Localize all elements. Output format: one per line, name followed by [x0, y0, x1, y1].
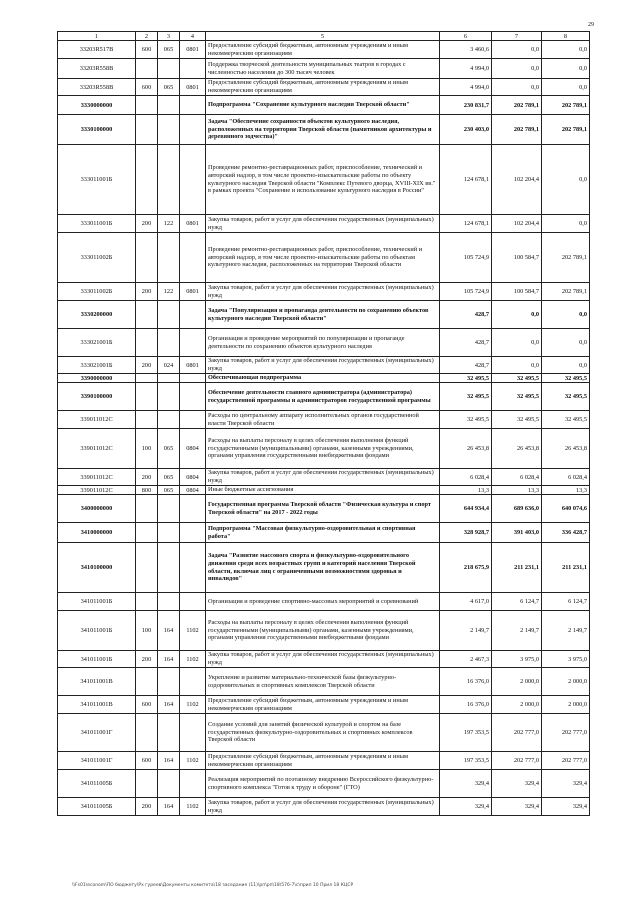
amount-year3-cell: 2 149,7 — [542, 611, 590, 651]
section-code-cell: 1102 — [180, 651, 206, 668]
amount-year2-cell: 2 000,0 — [492, 696, 542, 714]
admin-code-cell: 164 — [158, 696, 180, 714]
amount-year2-cell: 211 231,1 — [492, 543, 542, 593]
amount-year1-cell: 2 149,7 — [440, 611, 492, 651]
description-cell: Обеспечивающая подпрограмма — [206, 374, 440, 383]
amount-year3-cell: 202 789,1 — [542, 115, 590, 145]
table-row — [58, 469, 590, 486]
expense-type-cell: 600 — [136, 696, 158, 714]
section-code-cell — [180, 495, 206, 523]
table-row — [58, 329, 590, 357]
amount-year1-cell: 105 724,9 — [440, 233, 492, 283]
admin-code-cell: 164 — [158, 651, 180, 668]
section-code-cell: 1102 — [180, 611, 206, 651]
amount-year2-cell: 102 204,4 — [492, 145, 542, 215]
table-row — [58, 668, 590, 696]
table-row — [58, 383, 590, 411]
section-code-cell — [180, 374, 206, 383]
amount-year3-cell: 329,4 — [542, 798, 590, 816]
description-cell: Подпрограмма "Сохранение культурного наследия Тверской области" — [206, 96, 440, 115]
expense-type-cell — [136, 714, 158, 752]
section-code-cell: 0804 — [180, 469, 206, 486]
admin-code-cell — [158, 714, 180, 752]
section-code-cell: 0801 — [180, 215, 206, 233]
amount-year3-cell: 32 495,5 — [542, 383, 590, 411]
budget-code-cell: 333011002Б — [58, 233, 136, 283]
amount-year2-cell: 0,0 — [492, 79, 542, 96]
amount-year1-cell: 105 724,9 — [440, 283, 492, 301]
amount-year1-cell: 4 617,0 — [440, 593, 492, 611]
expense-type-cell: 600 — [136, 41, 158, 59]
table-row — [58, 374, 590, 383]
description-cell: Закупка товаров, работ и услуг для обеспечения государственных (муниципальных) нужд — [206, 651, 440, 668]
amount-year2-cell: 2 149,7 — [492, 611, 542, 651]
amount-year1-cell: 218 675,9 — [440, 543, 492, 593]
header-col-8: 8 — [542, 32, 590, 41]
amount-year2-cell: 26 453,8 — [492, 429, 542, 469]
amount-year1-cell: 16 376,0 — [440, 696, 492, 714]
amount-year2-cell: 6 124,7 — [492, 593, 542, 611]
budget-code-cell: 339011012С — [58, 429, 136, 469]
section-code-cell — [180, 301, 206, 329]
section-code-cell: 0801 — [180, 283, 206, 301]
expense-type-cell: 200 — [136, 357, 158, 374]
amount-year1-cell: 329,4 — [440, 798, 492, 816]
expense-type-cell — [136, 668, 158, 696]
table-row — [58, 593, 590, 611]
admin-code-cell: 065 — [158, 469, 180, 486]
amount-year1-cell: 4 994,0 — [440, 59, 492, 79]
table-row — [58, 429, 590, 469]
description-cell: Организация и проведение спортивно-массовых мероприятий и соревнований — [206, 593, 440, 611]
admin-code-cell: 065 — [158, 429, 180, 469]
table-row — [58, 115, 590, 145]
section-code-cell — [180, 115, 206, 145]
section-code-cell: 0804 — [180, 486, 206, 495]
expense-type-cell — [136, 495, 158, 523]
budget-code-cell: 3330000000 — [58, 96, 136, 115]
admin-code-cell: 065 — [158, 79, 180, 96]
budget-code-cell: 341011001В — [58, 696, 136, 714]
section-code-cell: 1102 — [180, 696, 206, 714]
expense-type-cell — [136, 593, 158, 611]
description-cell: Задача "Обеспечение сохранности объектов культурного наследия, расположенных на территории Тверской области (памятников архитектуры и деревянного зодчества)" — [206, 115, 440, 145]
amount-year1-cell: 16 376,0 — [440, 668, 492, 696]
amount-year3-cell: 0,0 — [542, 215, 590, 233]
description-cell: Задача "Популяризация и пропаганда деятельности по сохранению объектов культурного наследия Тверской области" — [206, 301, 440, 329]
admin-code-cell — [158, 301, 180, 329]
description-cell: Государственная программа Тверской области "Физическая культура и спорт Тверской области" на 2017 - 2022 годы — [206, 495, 440, 523]
admin-code-cell — [158, 59, 180, 79]
admin-code-cell: 164 — [158, 798, 180, 816]
description-cell: Расходы по центральному аппарату исполнительных органов государственной власти Тверской области — [206, 411, 440, 429]
admin-code-cell — [158, 523, 180, 543]
description-cell: Предоставление субсидий бюджетным, автономным учреждениям и иным некоммерческим организациям — [206, 41, 440, 59]
header-col-5: 5 — [206, 32, 440, 41]
amount-year2-cell: 100 584,7 — [492, 283, 542, 301]
header-col-1: 1 — [58, 32, 136, 41]
file-path-footer: \\Fs01\econom\ПО бюджету\Рх гуреев\Документы комитета\18 заседание (11)\рп\рп\18\576-7\с\прил 10 Прил 18 КЦСР — [72, 883, 354, 888]
header-col-2: 2 — [136, 32, 158, 41]
budget-code-cell: 3330200000 — [58, 301, 136, 329]
description-cell: Создание условий для занятий физической культурой и спортом на базе государственных физкультурно-оздоровительных и спортивных комплексов Тверской области — [206, 714, 440, 752]
amount-year1-cell: 124 678,1 — [440, 145, 492, 215]
description-cell: Расходы на выплаты персоналу в целях обеспечения выполнения функций государственными (муниципальными) органами, казенными учреждениями, органами управления государственными внебюджетными фондами — [206, 611, 440, 651]
budget-code-cell: 3390100000 — [58, 383, 136, 411]
budget-code-cell: 3400000000 — [58, 495, 136, 523]
section-code-cell — [180, 145, 206, 215]
amount-year1-cell: 4 994,0 — [440, 79, 492, 96]
table-body — [58, 41, 590, 816]
budget-code-cell: 3410100000 — [58, 543, 136, 593]
description-cell: Иные бюджетные ассигнования — [206, 486, 440, 495]
description-cell: Проведение ремонтно-реставрационных работ, приспособление, технический и авторский надзор, в том числе проектно-изыскательские работы по объекту культурного наследия Тверской области "Комплекс Путевого дворца, XVIII-XIX вв." в рамках проекта "Сохранение и использование культурного наследия в России" — [206, 145, 440, 215]
amount-year3-cell: 640 074,6 — [542, 495, 590, 523]
table-row — [58, 96, 590, 115]
expense-type-cell — [136, 770, 158, 798]
description-cell: Закупка товаров, работ и услуг для обеспечения государственных (муниципальных) нужд — [206, 357, 440, 374]
amount-year2-cell: 0,0 — [492, 59, 542, 79]
admin-code-cell — [158, 770, 180, 798]
amount-year3-cell: 2 000,0 — [542, 696, 590, 714]
budget-code-cell: 333011002Б — [58, 283, 136, 301]
section-code-cell — [180, 329, 206, 357]
budget-code-cell: 341011001Г — [58, 752, 136, 770]
section-code-cell — [180, 523, 206, 543]
description-cell: Закупка товаров, работ и услуг для обеспечения государственных (муниципальных) нужд — [206, 283, 440, 301]
budget-code-cell: 341011001Б — [58, 611, 136, 651]
header-col-3: 3 — [158, 32, 180, 41]
amount-year3-cell: 0,0 — [542, 301, 590, 329]
table-row — [58, 357, 590, 374]
description-cell: Предоставление субсидий бюджетным, автономным учреждениям и иным некоммерческим организациям — [206, 696, 440, 714]
expense-type-cell: 100 — [136, 429, 158, 469]
section-code-cell — [180, 411, 206, 429]
budget-code-cell: 333021001Б — [58, 329, 136, 357]
amount-year2-cell: 6 028,4 — [492, 469, 542, 486]
table-row — [58, 59, 590, 79]
table-row — [58, 611, 590, 651]
table-row — [58, 714, 590, 752]
expense-type-cell: 200 — [136, 469, 158, 486]
admin-code-cell — [158, 495, 180, 523]
amount-year1-cell: 230 403,0 — [440, 115, 492, 145]
amount-year3-cell: 0,0 — [542, 79, 590, 96]
amount-year2-cell: 13,3 — [492, 486, 542, 495]
expense-type-cell — [136, 523, 158, 543]
amount-year2-cell: 32 495,5 — [492, 374, 542, 383]
admin-code-cell: 122 — [158, 283, 180, 301]
amount-year1-cell: 32 495,5 — [440, 374, 492, 383]
amount-year3-cell: 0,0 — [542, 59, 590, 79]
budget-code-cell: 333011001Б — [58, 215, 136, 233]
amount-year3-cell: 202 777,0 — [542, 752, 590, 770]
description-cell: Предоставление субсидий бюджетным, автономным учреждениям и иным некоммерческим организациям — [206, 752, 440, 770]
header-col-6: 6 — [440, 32, 492, 41]
amount-year1-cell: 32 495,5 — [440, 383, 492, 411]
admin-code-cell: 164 — [158, 752, 180, 770]
amount-year1-cell: 328 928,7 — [440, 523, 492, 543]
amount-year2-cell: 391 403,0 — [492, 523, 542, 543]
amount-year3-cell: 202 789,1 — [542, 283, 590, 301]
table-row — [58, 752, 590, 770]
admin-code-cell: 164 — [158, 611, 180, 651]
amount-year3-cell: 3 975,0 — [542, 651, 590, 668]
description-cell: Подпрограмма "Массовая физкультурно-оздоровительная и спортивная работа" — [206, 523, 440, 543]
amount-year1-cell: 3 460,6 — [440, 41, 492, 59]
amount-year2-cell: 0,0 — [492, 357, 542, 374]
expense-type-cell — [136, 59, 158, 79]
admin-code-cell — [158, 668, 180, 696]
amount-year3-cell: 32 495,5 — [542, 374, 590, 383]
amount-year2-cell: 202 777,0 — [492, 714, 542, 752]
section-code-cell: 0804 — [180, 429, 206, 469]
section-code-cell: 0801 — [180, 357, 206, 374]
admin-code-cell — [158, 411, 180, 429]
description-cell: Закупка товаров, работ и услуг для обеспечения государственных (муниципальных) нужд — [206, 215, 440, 233]
admin-code-cell — [158, 593, 180, 611]
admin-code-cell — [158, 329, 180, 357]
table-row — [58, 233, 590, 283]
budget-code-cell: 33203R517B — [58, 41, 136, 59]
amount-year1-cell: 230 831,7 — [440, 96, 492, 115]
expense-type-cell: 200 — [136, 215, 158, 233]
section-code-cell: 1102 — [180, 798, 206, 816]
amount-year1-cell: 428,7 — [440, 357, 492, 374]
expense-type-cell — [136, 96, 158, 115]
expense-type-cell — [136, 233, 158, 283]
expense-type-cell — [136, 301, 158, 329]
description-cell: Реализация мероприятий по поэтапному внедрению Всероссийского физкультурно-спортивного комплекса "Готов к труду и обороне" (ГТО) — [206, 770, 440, 798]
amount-year3-cell: 13,3 — [542, 486, 590, 495]
expense-type-cell: 600 — [136, 79, 158, 96]
expense-type-cell — [136, 329, 158, 357]
amount-year3-cell: 6 124,7 — [542, 593, 590, 611]
amount-year3-cell: 0,0 — [542, 329, 590, 357]
section-code-cell: 0801 — [180, 79, 206, 96]
amount-year1-cell: 428,7 — [440, 329, 492, 357]
budget-code-cell: 341011001Г — [58, 714, 136, 752]
table-row — [58, 543, 590, 593]
expense-type-cell: 100 — [136, 611, 158, 651]
table-row — [58, 770, 590, 798]
amount-year3-cell: 0,0 — [542, 145, 590, 215]
section-code-cell — [180, 59, 206, 79]
admin-code-cell: 024 — [158, 357, 180, 374]
section-code-cell — [180, 593, 206, 611]
table-row — [58, 215, 590, 233]
expense-type-cell: 200 — [136, 798, 158, 816]
table-row — [58, 411, 590, 429]
expense-type-cell — [136, 383, 158, 411]
amount-year1-cell: 6 028,4 — [440, 469, 492, 486]
section-code-cell — [180, 383, 206, 411]
budget-code-cell: 3330100000 — [58, 115, 136, 145]
amount-year2-cell: 32 495,5 — [492, 383, 542, 411]
section-code-cell — [180, 96, 206, 115]
table-row — [58, 301, 590, 329]
amount-year1-cell: 2 467,3 — [440, 651, 492, 668]
description-cell: Расходы на выплаты персоналу в целях обеспечения выполнения функций государственными (муниципальными) органами, казенными учреждениями, органами управления государственными внебюджетными фондами — [206, 429, 440, 469]
table-row — [58, 651, 590, 668]
table-row — [58, 283, 590, 301]
admin-code-cell — [158, 383, 180, 411]
section-code-cell — [180, 543, 206, 593]
amount-year1-cell: 197 353,5 — [440, 714, 492, 752]
amount-year1-cell: 428,7 — [440, 301, 492, 329]
section-code-cell — [180, 714, 206, 752]
admin-code-cell — [158, 374, 180, 383]
table-row — [58, 486, 590, 495]
expense-type-cell: 200 — [136, 651, 158, 668]
description-cell: Задача "Развитие массового спорта и физкультурно-оздоровительного движения среди всех возрастных групп и категорий населения Тверской области, включая лиц с ограниченными возможностями здоровья и инвалидов" — [206, 543, 440, 593]
amount-year2-cell: 0,0 — [492, 301, 542, 329]
amount-year2-cell: 3 975,0 — [492, 651, 542, 668]
expense-type-cell — [136, 115, 158, 145]
description-cell: Поддержка творческой деятельности муниципальных театров в городах с численностью населения до 300 тысяч человек — [206, 59, 440, 79]
amount-year3-cell: 2 000,0 — [542, 668, 590, 696]
amount-year3-cell: 329,4 — [542, 770, 590, 798]
budget-code-cell: 3390000000 — [58, 374, 136, 383]
amount-year3-cell: 32 495,5 — [542, 411, 590, 429]
amount-year1-cell: 197 353,5 — [440, 752, 492, 770]
amount-year3-cell: 0,0 — [542, 41, 590, 59]
table-row — [58, 523, 590, 543]
budget-table — [57, 31, 590, 816]
description-cell: Укрепление и развитие материально-технической базы физкультурно-оздоровительных и спортивных комплексов Тверской области — [206, 668, 440, 696]
admin-code-cell — [158, 233, 180, 283]
admin-code-cell — [158, 115, 180, 145]
section-code-cell — [180, 668, 206, 696]
table-row — [58, 696, 590, 714]
amount-year2-cell: 32 495,5 — [492, 411, 542, 429]
amount-year1-cell: 124 678,1 — [440, 215, 492, 233]
budget-code-cell: 341011001В — [58, 668, 136, 696]
budget-code-cell: 341011001Б — [58, 651, 136, 668]
amount-year3-cell: 336 428,7 — [542, 523, 590, 543]
admin-code-cell — [158, 145, 180, 215]
amount-year2-cell: 202 789,1 — [492, 96, 542, 115]
table-row — [58, 798, 590, 816]
description-cell: Проведение ремонтно-реставрационных работ, приспособление, технический и авторский надзор, в том числе проектно-изыскательские работы по объектам культурного наследия, расположенных на территории Тверской области — [206, 233, 440, 283]
header-col-4: 4 — [180, 32, 206, 41]
budget-code-cell: 3410000000 — [58, 523, 136, 543]
amount-year2-cell: 100 584,7 — [492, 233, 542, 283]
amount-year2-cell: 2 000,0 — [492, 668, 542, 696]
table-row — [58, 79, 590, 96]
budget-code-cell: 341011001Б — [58, 593, 136, 611]
header-col-7: 7 — [492, 32, 542, 41]
amount-year3-cell: 202 789,1 — [542, 233, 590, 283]
admin-code-cell — [158, 96, 180, 115]
amount-year1-cell: 644 934,4 — [440, 495, 492, 523]
expense-type-cell — [136, 374, 158, 383]
expense-type-cell — [136, 145, 158, 215]
budget-code-cell: 333021001Б — [58, 357, 136, 374]
expense-type-cell: 600 — [136, 752, 158, 770]
description-cell: Закупка товаров, работ и услуг для обеспечения государственных (муниципальных) нужд — [206, 469, 440, 486]
admin-code-cell: 065 — [158, 41, 180, 59]
admin-code-cell: 122 — [158, 215, 180, 233]
amount-year3-cell: 211 231,1 — [542, 543, 590, 593]
budget-code-cell: 333011001Б — [58, 145, 136, 215]
description-cell: Обеспечение деятельности главного администратора (администратора) государственной программы и администраторов государственной программы — [206, 383, 440, 411]
amount-year2-cell: 0,0 — [492, 329, 542, 357]
table-row — [58, 495, 590, 523]
amount-year2-cell: 0,0 — [492, 41, 542, 59]
admin-code-cell — [158, 543, 180, 593]
amount-year3-cell: 202 777,0 — [542, 714, 590, 752]
budget-code-cell: 341011005Б — [58, 770, 136, 798]
description-cell: Предоставление субсидий бюджетным, автономным учреждениям и иным некоммерческим организациям — [206, 79, 440, 96]
admin-code-cell: 065 — [158, 486, 180, 495]
page-number: 29 — [588, 22, 594, 28]
table-row — [58, 145, 590, 215]
amount-year1-cell: 13,3 — [440, 486, 492, 495]
budget-code-cell: 339011012С — [58, 411, 136, 429]
amount-year2-cell: 202 777,0 — [492, 752, 542, 770]
section-code-cell: 1102 — [180, 752, 206, 770]
table-row — [58, 41, 590, 59]
section-code-cell — [180, 770, 206, 798]
description-cell: Закупка товаров, работ и услуг для обеспечения государственных (муниципальных) нужд — [206, 798, 440, 816]
budget-code-cell: 341011005Б — [58, 798, 136, 816]
budget-code-cell: 33203R558B — [58, 59, 136, 79]
budget-code-cell: 33203R558B — [58, 79, 136, 96]
section-code-cell — [180, 233, 206, 283]
amount-year3-cell: 6 028,4 — [542, 469, 590, 486]
amount-year2-cell: 202 789,1 — [492, 115, 542, 145]
expense-type-cell — [136, 411, 158, 429]
description-cell: Организация и проведение мероприятий по популяризации и пропаганде деятельности по сохранению объектов культурного наследия — [206, 329, 440, 357]
amount-year2-cell: 102 204,4 — [492, 215, 542, 233]
amount-year2-cell: 329,4 — [492, 798, 542, 816]
header-row — [58, 32, 590, 41]
amount-year1-cell: 329,4 — [440, 770, 492, 798]
expense-type-cell — [136, 543, 158, 593]
budget-code-cell: 339011012С — [58, 469, 136, 486]
amount-year2-cell: 329,4 — [492, 770, 542, 798]
amount-year3-cell: 26 453,8 — [542, 429, 590, 469]
amount-year1-cell: 32 495,5 — [440, 411, 492, 429]
expense-type-cell: 200 — [136, 283, 158, 301]
amount-year3-cell: 202 789,1 — [542, 96, 590, 115]
section-code-cell: 0801 — [180, 41, 206, 59]
budget-code-cell: 339011012С — [58, 486, 136, 495]
amount-year1-cell: 26 453,8 — [440, 429, 492, 469]
expense-type-cell: 800 — [136, 486, 158, 495]
amount-year2-cell: 689 636,0 — [492, 495, 542, 523]
amount-year3-cell: 0,0 — [542, 357, 590, 374]
